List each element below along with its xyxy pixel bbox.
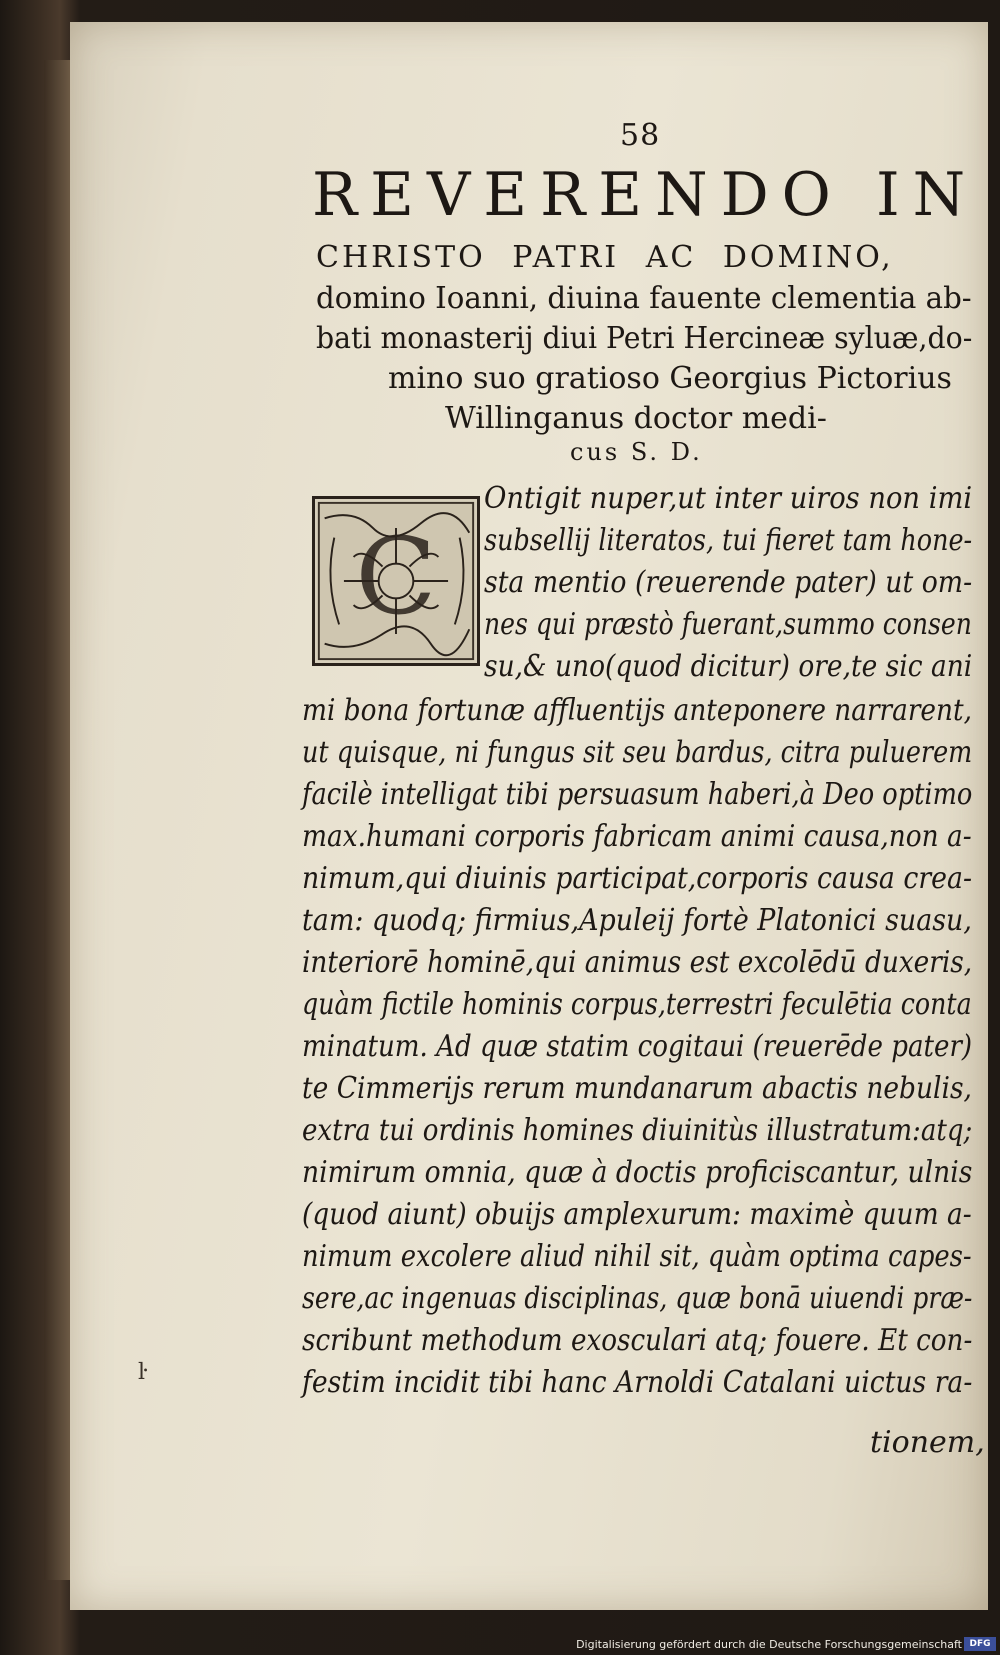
body-line: extra tui ordinis homines diuinitùs illustratum:atq; [302, 1113, 973, 1148]
body-line: festim incidit tibi hanc Arnoldi Catalani uictus ra- [302, 1365, 973, 1400]
body-line: minatum. Ad quæ statim cogitaui (reuerēde pater) [302, 1029, 973, 1064]
body-line: scribunt methodum exosculari atq; fouere. Et con- [302, 1323, 973, 1358]
book-spine-edge [44, 60, 70, 1580]
heading-line-1: REVERENDO IN [312, 160, 979, 230]
margin-mark: ŀ [138, 1360, 146, 1385]
body-line: max.humani corporis fabricam animi causa,non a- [302, 819, 972, 854]
heading-line-2: CHRISTO PATRI AC DOMINO, [316, 240, 894, 275]
body-line: tam: quodq; firmius,Apuleij fortè Platonici suasu, [302, 903, 972, 938]
dedication-line: Willinganus doctor medi- [445, 401, 827, 436]
catchword: tionem, [870, 1425, 985, 1460]
body-line: facilè intelligat tibi persuasum haberi,à Deo optimo [302, 777, 973, 812]
dedication-line: cus S. D. [570, 438, 703, 466]
decorated-initial-icon [312, 496, 480, 666]
dfg-logo-icon: DFG [964, 1637, 996, 1651]
dedication-line: domino Ioanni, diuina fauente clementia ab- [316, 281, 972, 316]
body-line: ut quisque, ni fungus sit seu bardus, citra puluerem [302, 735, 973, 770]
body-line: Ontigit nuper,ut inter uiros non imi [484, 481, 973, 516]
body-line: nes qui præstò fuerant,summo consen [484, 607, 972, 642]
body-line: interiorē hominē,qui animus est excolēdū duxeris, [302, 945, 973, 980]
body-line: te Cimmerijs rerum mundanarum abactis nebulis, [302, 1071, 972, 1106]
body-line: nimum excolere aliud nihil sit, quàm optima capes- [302, 1239, 972, 1274]
dedication-line: bati monasterij diui Petri Hercineæ syluæ,do- [316, 321, 973, 356]
initial-letter: C [355, 515, 437, 639]
body-line: mi bona fortunæ affluentijs anteponere narrarent, [302, 693, 972, 728]
body-line: (quod aiunt) obuijs amplexurum: maximè quum a- [302, 1197, 972, 1232]
body-line: nimum,qui diuinis participat,corporis causa crea- [302, 861, 973, 896]
body-line: subsellij literatos, tui fieret tam hone- [484, 523, 973, 558]
body-line: sta mentio (reuerende pater) ut om- [484, 565, 973, 600]
body-line: sere,ac ingenuas disciplinas, quæ bonā uiuendi præ- [302, 1281, 973, 1316]
dedication-line: mino suo gratioso Georgius Pictorius [388, 361, 952, 396]
digitization-credit: Digitalisierung gefördert durch die Deutsche Forschungsgemeinschaft [576, 1638, 962, 1651]
ornament-icon [315, 499, 477, 663]
body-line: nimirum omnia, quæ à doctis proficiscantur, ulnis [302, 1155, 973, 1190]
body-line: su,& uno(quod dicitur) ore,te sic ani [484, 649, 973, 684]
body-line: quàm fictile hominis corpus,terrestri feculētia conta [302, 987, 972, 1022]
page-number: 58 [620, 118, 661, 153]
